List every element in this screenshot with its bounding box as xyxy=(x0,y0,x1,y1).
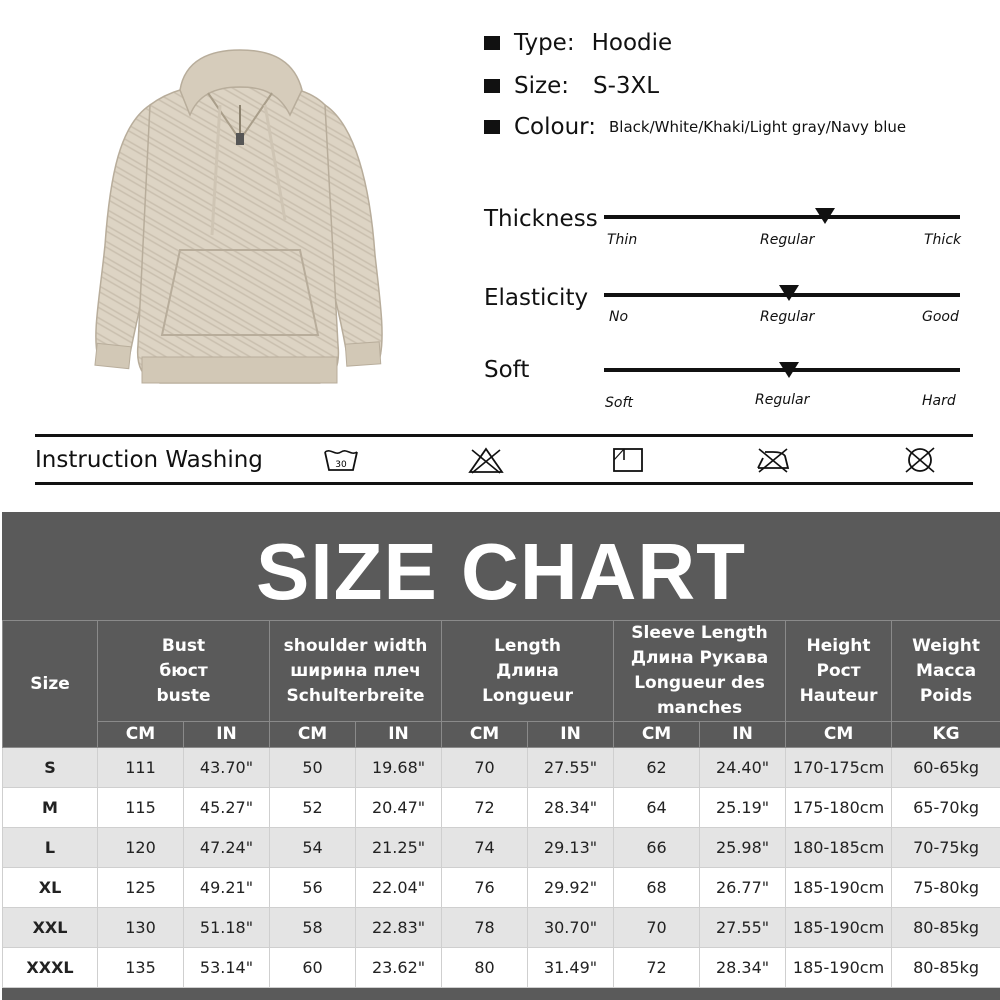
unit-header: CM xyxy=(614,722,700,748)
spec-colour xyxy=(484,114,906,140)
table-cell: 135 xyxy=(98,948,184,988)
table-row xyxy=(3,948,1000,988)
table-cell: 30.70" xyxy=(528,908,614,948)
scale-label: Thickness xyxy=(484,206,598,232)
table-cell: 70 xyxy=(614,908,700,948)
unit-header: CM xyxy=(786,722,892,748)
table-row xyxy=(3,748,1000,788)
table-cell: 115 xyxy=(98,788,184,828)
hoodie-product-image xyxy=(80,45,395,390)
table-cell: 60-65kg xyxy=(892,748,1000,788)
scale-tick-low: Soft xyxy=(605,395,633,411)
scale-tick-low: No xyxy=(609,309,629,325)
table-cell: 65-70kg xyxy=(892,788,1000,828)
table-cell: 21.25" xyxy=(356,828,442,868)
bullet-icon xyxy=(484,36,500,50)
table-cell: 22.83" xyxy=(356,908,442,948)
table-cell: 60 xyxy=(270,948,356,988)
table-cell: 28.34" xyxy=(528,788,614,828)
table-cell: 53.14" xyxy=(184,948,270,988)
table-cell: 70-75kg xyxy=(892,828,1000,868)
table-cell: 50 xyxy=(270,748,356,788)
table-cell: 64 xyxy=(614,788,700,828)
height-header: Height Рост Hauteur xyxy=(786,621,892,722)
wash-30-icon xyxy=(323,446,359,474)
table-row xyxy=(3,828,1000,868)
spec-colour-label: Colour: xyxy=(514,114,596,140)
scale-label: Soft xyxy=(484,357,530,383)
table-cell: 28.34" xyxy=(700,948,786,988)
table-cell: 51.18" xyxy=(184,908,270,948)
table-cell: 80-85kg xyxy=(892,908,1000,948)
table-cell: 78 xyxy=(442,908,528,948)
table-cell: 20.47" xyxy=(356,788,442,828)
table-cell: 185-190cm xyxy=(786,948,892,988)
table-cell: 80-85kg xyxy=(892,948,1000,988)
table-cell: 49.21" xyxy=(184,868,270,908)
size-chart-title: SIZE CHART xyxy=(256,527,746,616)
spec-size-label: Size: xyxy=(514,73,569,99)
table-cell: 125 xyxy=(98,868,184,908)
unit-header: CM xyxy=(270,722,356,748)
spec-size-value: S-3XL xyxy=(592,73,660,99)
divider-bottom xyxy=(35,482,973,485)
scale-tick-high: Hard xyxy=(922,393,956,409)
spec-type-value: Hoodie xyxy=(591,30,673,56)
scale-tick-low: Thin xyxy=(607,232,638,248)
weight-header: Weight Macca Poids xyxy=(892,621,1000,722)
table-cell: 76 xyxy=(442,868,528,908)
table-cell: 25.19" xyxy=(700,788,786,828)
table-cell: 26.77" xyxy=(700,868,786,908)
length-header: Length Длина Longueur xyxy=(442,621,614,722)
table-cell: 111 xyxy=(98,748,184,788)
table-cell: 74 xyxy=(442,828,528,868)
table-cell: 52 xyxy=(270,788,356,828)
unit-header: IN xyxy=(184,722,270,748)
dry-flat-icon xyxy=(610,446,646,474)
table-cell: 19.68" xyxy=(356,748,442,788)
table-cell: 47.24" xyxy=(184,828,270,868)
bullet-icon xyxy=(484,79,500,93)
divider-top xyxy=(35,434,973,437)
size-column-header: Size xyxy=(3,621,98,748)
do-not-iron-icon xyxy=(755,446,791,474)
unit-header: IN xyxy=(700,722,786,748)
table-cell: 23.62" xyxy=(356,948,442,988)
scale-tick-mid: Regular xyxy=(760,309,815,325)
spec-type-label: Type: xyxy=(514,30,575,56)
table-cell: 185-190cm xyxy=(786,908,892,948)
unit-header: KG xyxy=(892,722,1000,748)
table-cell: 80 xyxy=(442,948,528,988)
table-cell: 31.49" xyxy=(528,948,614,988)
scale-tick-high: Thick xyxy=(924,232,962,248)
table-cell: 68 xyxy=(614,868,700,908)
unit-header: IN xyxy=(356,722,442,748)
scale-line xyxy=(604,215,960,219)
size-cell: XL xyxy=(3,868,98,908)
table-cell: 24.40" xyxy=(700,748,786,788)
do-not-dry-clean-icon xyxy=(902,446,938,474)
table-cell: 130 xyxy=(98,908,184,948)
table-cell: 62 xyxy=(614,748,700,788)
spec-colour-value: Black/White/Khaki/Light gray/Navy blue xyxy=(608,118,907,136)
table-cell: 29.13" xyxy=(528,828,614,868)
table-row xyxy=(3,908,1000,948)
table-cell: 66 xyxy=(614,828,700,868)
table-cell: 185-190cm xyxy=(786,868,892,908)
table-cell: 72 xyxy=(442,788,528,828)
scale-tick-mid: Regular xyxy=(755,392,810,408)
table-cell: 120 xyxy=(98,828,184,868)
scale-marker-icon xyxy=(779,362,799,378)
scale-marker-icon xyxy=(779,285,799,301)
spec-size xyxy=(484,73,659,99)
sleeve-length-header: Sleeve Length Длина Рукава Longueur des manches xyxy=(614,621,786,722)
wash-temp: 30 xyxy=(335,460,347,470)
scale-marker-icon xyxy=(815,208,835,224)
table-cell: 27.55" xyxy=(528,748,614,788)
table-cell: 70 xyxy=(442,748,528,788)
washing-label: Instruction Washing xyxy=(35,447,263,473)
table-cell: 45.27" xyxy=(184,788,270,828)
scale-tick-mid: Regular xyxy=(760,232,815,248)
spec-type xyxy=(484,30,672,56)
do-not-bleach-icon xyxy=(468,446,504,474)
table-cell: 54 xyxy=(270,828,356,868)
scale-label: Elasticity xyxy=(484,285,589,311)
table-cell: 58 xyxy=(270,908,356,948)
size-cell: S xyxy=(3,748,98,788)
unit-header: IN xyxy=(528,722,614,748)
unit-header: CM xyxy=(98,722,184,748)
size-chart xyxy=(2,512,1000,1000)
bust-header: Bust бюст buste xyxy=(98,621,270,722)
table-cell: 25.98" xyxy=(700,828,786,868)
table-cell: 22.04" xyxy=(356,868,442,908)
shoulder-width-header: shoulder width ширина плеч Schulterbreite xyxy=(270,621,442,722)
scale-tick-high: Good xyxy=(922,309,959,325)
size-cell: M xyxy=(3,788,98,828)
table-cell: 43.70" xyxy=(184,748,270,788)
table-cell: 175-180cm xyxy=(786,788,892,828)
size-table xyxy=(2,620,1000,988)
table-row xyxy=(3,788,1000,828)
table-cell: 170-175cm xyxy=(786,748,892,788)
size-cell: XXL xyxy=(3,908,98,948)
bullet-icon xyxy=(484,120,500,134)
size-cell: XXXL xyxy=(3,948,98,988)
unit-header: CM xyxy=(442,722,528,748)
table-row xyxy=(3,868,1000,908)
table-cell: 75-80kg xyxy=(892,868,1000,908)
size-cell: L xyxy=(3,828,98,868)
table-cell: 56 xyxy=(270,868,356,908)
table-cell: 29.92" xyxy=(528,868,614,908)
table-cell: 180-185cm xyxy=(786,828,892,868)
table-cell: 72 xyxy=(614,948,700,988)
table-cell: 27.55" xyxy=(700,908,786,948)
